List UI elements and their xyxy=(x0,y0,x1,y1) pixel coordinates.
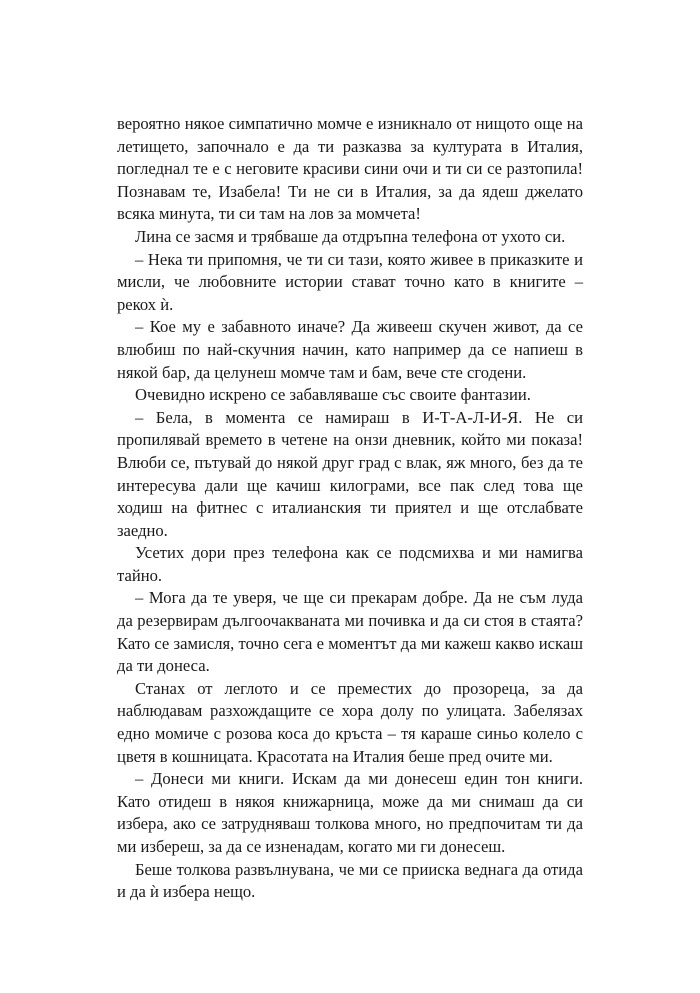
paragraph-7: Усетих дори през телефона как се подсмихва и ми намигва тайно. xyxy=(117,543,583,585)
paragraph-11: Беше толкова развълнувана, че ми се прииска веднага да отида и да ѝ избера нещо. xyxy=(117,859,583,902)
paragraph-8: – Мога да те уверя, че ще си прекарам добре. Да не съм луда да резервирам дългоочакваната ми почивка и да си стоя в стаята? Като се замисля, точно сега е моментът да ми кажеш какво искаш да ти донеса. xyxy=(117,588,583,676)
page-text xyxy=(117,113,583,904)
paragraph-6: – Бела, в момента се намираш в И-Т-А-Л-И-Я. Не си пропилявай времето в четене на онзи дневник, който ми показа! Влюби се, пътувай до някой друг град с влак, яж много, без да те интересува дали ще качиш килограми, все пак след това ще ходиш на фитнес с италианския ти приятел и ще отслабвате заедно. xyxy=(117,407,583,540)
paragraph-5: Очевидно искрено се забавляваше със своите фантазии. xyxy=(135,385,531,405)
paragraph-4: – Кое му е забавното иначе? Да живееш скучен живот, да се влюбиш по най-скучния начин, като например да се напиеш в някой бар, да целунеш момче там и бам, вече сте сгодени. xyxy=(117,317,583,382)
paragraph-3: – Нека ти припомня, че ти си тази, която живее в приказките и мисли, че любовните истории стават точно като в книгите – рекох ѝ. xyxy=(117,249,583,314)
paragraph-10: – Донеси ми книги. Искам да ми донесеш един тон книги. Като отидеш в някоя книжарница, може да ми снимаш да си избера, ако се затрудняваш толкова много, но предпочитам ти да ми избереш, за да се изненадам, когато ми ги донесеш. xyxy=(117,769,583,856)
paragraph-1: вероятно някое симпатично момче е изникнало от нищото още на летището, започнало е да ти разказва за културата в Италия, погледнал те е с неговите красиви сини очи и ти си се разтопила! Познавам те, Изабела! Ти не си в Италия, за да ядеш джелато всяка минута, ти си там на лов за момчета! xyxy=(117,114,583,224)
paragraph-2: Лина се засмя и трябваше да отдръпна телефона от ухото си. xyxy=(135,226,566,246)
paragraph-9: Станах от леглото и се преместих до прозореца, за да наблюдавам разхождащите се хора долу по улицата. Забелязах едно момиче с розова коса до кръста – тя караше синьо колело с цветя в кошницата. Красотата на Италия беше пред очите ми. xyxy=(117,678,583,766)
